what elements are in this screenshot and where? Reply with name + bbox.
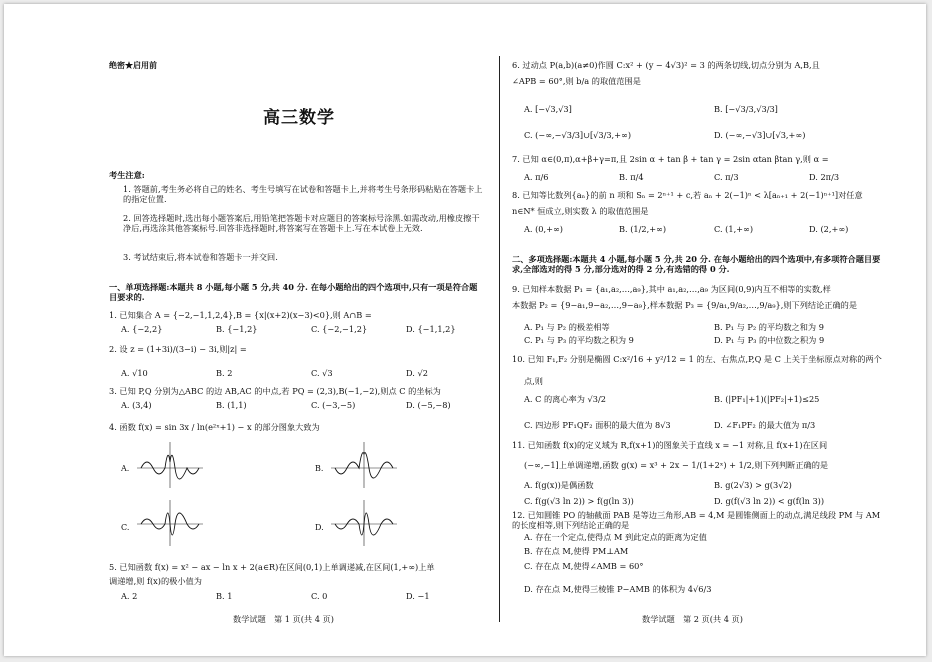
option-a[interactable]: A. √10 <box>121 368 148 378</box>
question-4: 4. 函数 f(x) = sin 3x / ln(e²ˣ+1) − x 的部分图象大致为 <box>109 422 320 432</box>
option-c[interactable]: C. π/3 <box>714 172 739 182</box>
question-6-options-row1 <box>524 104 904 114</box>
option-b[interactable]: B. {−1,2} <box>216 324 258 334</box>
page-title: 高三数学 <box>263 108 335 128</box>
option-d[interactable]: D. g(f(√3 ln 2)) < g(f(ln 3)) <box>714 496 825 506</box>
option-c[interactable]: C. 四边形 PF₁QF₂ 面积的最大值为 8√3 <box>524 420 671 430</box>
exam-sheet <box>4 4 926 656</box>
option-c[interactable]: C. (−3,−5) <box>311 400 356 410</box>
question-11-cont: (−∞,−1]上单调递增,函数 g(x) = x³ + 2x − 1/(1+2ˣ) + 1/2,则下列判断正确的是 <box>524 460 829 470</box>
option-c[interactable]: C. 0 <box>311 591 328 601</box>
option-a[interactable]: A. (0,+∞) <box>524 224 563 234</box>
option-a[interactable]: A. 存在一个定点,使得点 M 到此定点的距离为定值 <box>524 532 707 542</box>
option-d[interactable]: D. 存在点 M,使得三棱锥 P−AMB 的体积为 4√6/3 <box>524 584 712 594</box>
question-1: 1. 已知集合 A = {−2,−1,1,2,4},B = {x|(x+2)(x−3)<0},则 A∩B = <box>109 310 372 320</box>
option-d[interactable]: D. (2,+∞) <box>809 224 849 234</box>
graph-option-c[interactable] <box>135 498 205 548</box>
option-b[interactable]: B. g(2√3) > g(3√2) <box>714 480 792 490</box>
option-a[interactable]: A. C 的离心率为 √3/2 <box>524 394 606 404</box>
graph-label-a: A. <box>121 464 130 473</box>
question-8-cont: n∈N* 恒成立,则实数 λ 的取值范围是 <box>512 206 649 216</box>
option-d[interactable]: D. 2π/3 <box>809 172 840 182</box>
option-b[interactable]: B. (1/2,+∞) <box>619 224 667 234</box>
question-8: 8. 已知等比数列{aₙ}的前 n 项和 Sₙ = 2ⁿ⁺¹ + c,若 aₙ + 2(−1)ⁿ < λ[aₙ₊₁ + 2(−1)ⁿ⁺¹]对任意 <box>512 190 863 200</box>
option-b[interactable]: B. [−√3/3,√3/3] <box>714 104 778 114</box>
option-d[interactable]: D. P₁ 与 P₃ 的中位数之积为 9 <box>714 335 825 345</box>
option-c[interactable]: C. (1,+∞) <box>714 224 754 234</box>
question-9-cont: 本数据 P₂ = {9−a₁,9−a₂,…,9−a₉},样本数据 P₃ = {9/a₁,9/a₂,…,9/a₉},则下列结论正确的是 <box>512 300 858 310</box>
question-10: 10. 已知 F₁,F₂ 分别是椭圆 C:x²/16 + y²/12 = 1 的左、右焦点,P,Q 是 C 上关于坐标原点对称的两个 <box>512 354 882 364</box>
graph-label-b: B. <box>315 464 324 473</box>
graph-option-a[interactable] <box>135 440 205 490</box>
option-a[interactable]: A. π/6 <box>524 172 549 182</box>
column-divider <box>499 56 500 622</box>
option-c[interactable]: C. √3 <box>311 368 333 378</box>
question-2-options <box>121 368 501 378</box>
option-c[interactable]: C. (−∞,−√3/3]∪[√3/3,+∞) <box>524 130 632 140</box>
notice-item-1: 1. 答题前,考生务必将自己的姓名、考生号填写在试卷和答题卡上,并将考生号条形码粘贴在答题卡上的指定位置. <box>123 184 483 205</box>
page-footer: 数学试题 第 1 页(共 4 页) <box>233 614 334 624</box>
notice-heading: 考生注意: <box>109 170 145 180</box>
question-10-cont: 点,则 <box>524 376 543 386</box>
question-5-cont: 调递增,则 f(x)的极小值为 <box>109 576 202 586</box>
question-7-options <box>524 172 904 182</box>
notice-item-3: 3. 考试结束后,将本试卷和答题卡一并交回. <box>123 252 278 262</box>
option-b[interactable]: B. 1 <box>216 591 233 601</box>
question-2: 2. 设 z = (1+3i)/(3−i) − 3i,则|z| = <box>109 344 247 354</box>
question-11-options-row2 <box>524 496 904 506</box>
graph-option-d[interactable] <box>329 498 399 548</box>
question-9-options-row1 <box>524 322 904 332</box>
option-c[interactable]: C. f(g(√3 ln 2)) > f(g(ln 3)) <box>524 496 634 506</box>
option-c[interactable]: C. {−2,−1,2} <box>311 324 368 334</box>
question-11: 11. 已知函数 f(x)的定义域为 R,f(x+1)的图象关于直线 x = −1 对称,且 f(x+1)在区间 <box>512 440 828 450</box>
option-c[interactable]: C. P₁ 与 P₃ 的平均数之积为 9 <box>524 335 634 345</box>
question-5-options <box>121 591 501 601</box>
question-11-options-row1 <box>524 480 904 490</box>
option-b[interactable]: B. 存在点 M,使得 PM⊥AM <box>524 546 629 556</box>
section-2-heading: 二、多项选择题:本题共 4 小题,每小题 5 分,共 20 分. 在每小题给出的四个选项中,有多项符合题目要求,全部选对的得 5 分,部分选对的得 2 分,有选错的得 0 分. <box>512 254 881 275</box>
option-b[interactable]: B. (1,1) <box>216 400 247 410</box>
question-6: 6. 过动点 P(a,b)(a≠0)作圆 C:x² + (y − 4√3)² = 3 的两条切线,切点分别为 A,B,且 <box>512 60 820 70</box>
question-1-options <box>121 324 501 334</box>
option-b[interactable]: B. π/4 <box>619 172 644 182</box>
option-d[interactable]: D. −1 <box>406 591 430 601</box>
question-7: 7. 已知 α∈(0,π),α+β+γ=π,且 2sin α + tan β + tan γ = 2sin αtan βtan γ,则 α = <box>512 154 829 164</box>
option-a[interactable]: A. (3,4) <box>121 400 152 410</box>
option-a[interactable]: A. 2 <box>121 591 138 601</box>
option-d[interactable]: D. {−1,1,2} <box>406 324 456 334</box>
option-d[interactable]: D. ∠F₁PF₂ 的最大值为 π/3 <box>714 420 816 430</box>
option-c[interactable]: C. 存在点 M,使得∠AMB = 60° <box>524 561 644 571</box>
question-9: 9. 已知样本数据 P₁ = {a₁,a₂,…,a₉},其中 a₁,a₂,…,a₉ 为区间(0,9)内互不相等的实数,样 <box>512 284 831 294</box>
question-6-cont: ∠APB = 60°,则 b/a 的取值范围是 <box>512 76 641 86</box>
option-a[interactable]: A. f(g(x))是偶函数 <box>524 480 594 490</box>
option-b[interactable]: B. (|PF₁|+1)(|PF₂|+1)≤25 <box>714 394 820 404</box>
question-12: 12. 已知圆锥 PO 的轴截面 PAB 是等边三角形,AB = 4,M 是圆锥侧面上的动点,满足线段 PM 与 AM 的长度相等,则下列结论正确的是 <box>512 510 881 531</box>
question-10-options-row2 <box>524 420 904 430</box>
section-1-heading: 一、单项选择题:本题共 8 小题,每小题 5 分,共 40 分. 在每小题给出的四个选项中,只有一项是符合题目要求的. <box>109 282 478 303</box>
question-3: 3. 已知 P,Q 分别为△ABC 的边 AB,AC 的中点,若 PQ = (2,3),B(−1,−2),则点 C 的坐标为 <box>109 386 441 396</box>
question-6-options-row2 <box>524 130 904 140</box>
option-a[interactable]: A. [−√3,√3] <box>524 104 572 114</box>
page-footer: 数学试题 第 2 页(共 4 页) <box>642 614 743 624</box>
graph-option-b[interactable] <box>329 440 399 490</box>
question-10-options-row1 <box>524 394 904 404</box>
question-5: 5. 已知函数 f(x) = x² − ax − ln x + 2(a∈R)在区间(0,1)上单调递减,在区间(1,+∞)上单 <box>109 562 435 572</box>
option-d[interactable]: D. (−∞,−√3]∪[√3,+∞) <box>714 130 806 140</box>
notice-item-2: 2. 回答选择题时,选出每小题答案后,用铅笔把答题卡对应题目的答案标号涂黑.如需改动,用橡皮擦干净后,再选涂其他答案标号.回答非选择题时,将答案写在答题卡上.写在本试卷上无效. <box>123 213 480 234</box>
option-a[interactable]: A. P₁ 与 P₂ 的极差相等 <box>524 322 610 332</box>
option-a[interactable]: A. {−2,2} <box>121 324 163 334</box>
graph-label-c: C. <box>121 523 130 532</box>
confidential-label: 绝密★启用前 <box>109 60 157 70</box>
question-8-options <box>524 224 904 234</box>
question-9-options-row2 <box>524 335 904 345</box>
option-b[interactable]: B. P₁ 与 P₂ 的平均数之和为 9 <box>714 322 824 332</box>
question-3-options <box>121 400 501 410</box>
option-d[interactable]: D. (−5,−8) <box>406 400 451 410</box>
graph-label-d: D. <box>315 523 324 532</box>
option-b[interactable]: B. 2 <box>216 368 233 378</box>
option-d[interactable]: D. √2 <box>406 368 428 378</box>
